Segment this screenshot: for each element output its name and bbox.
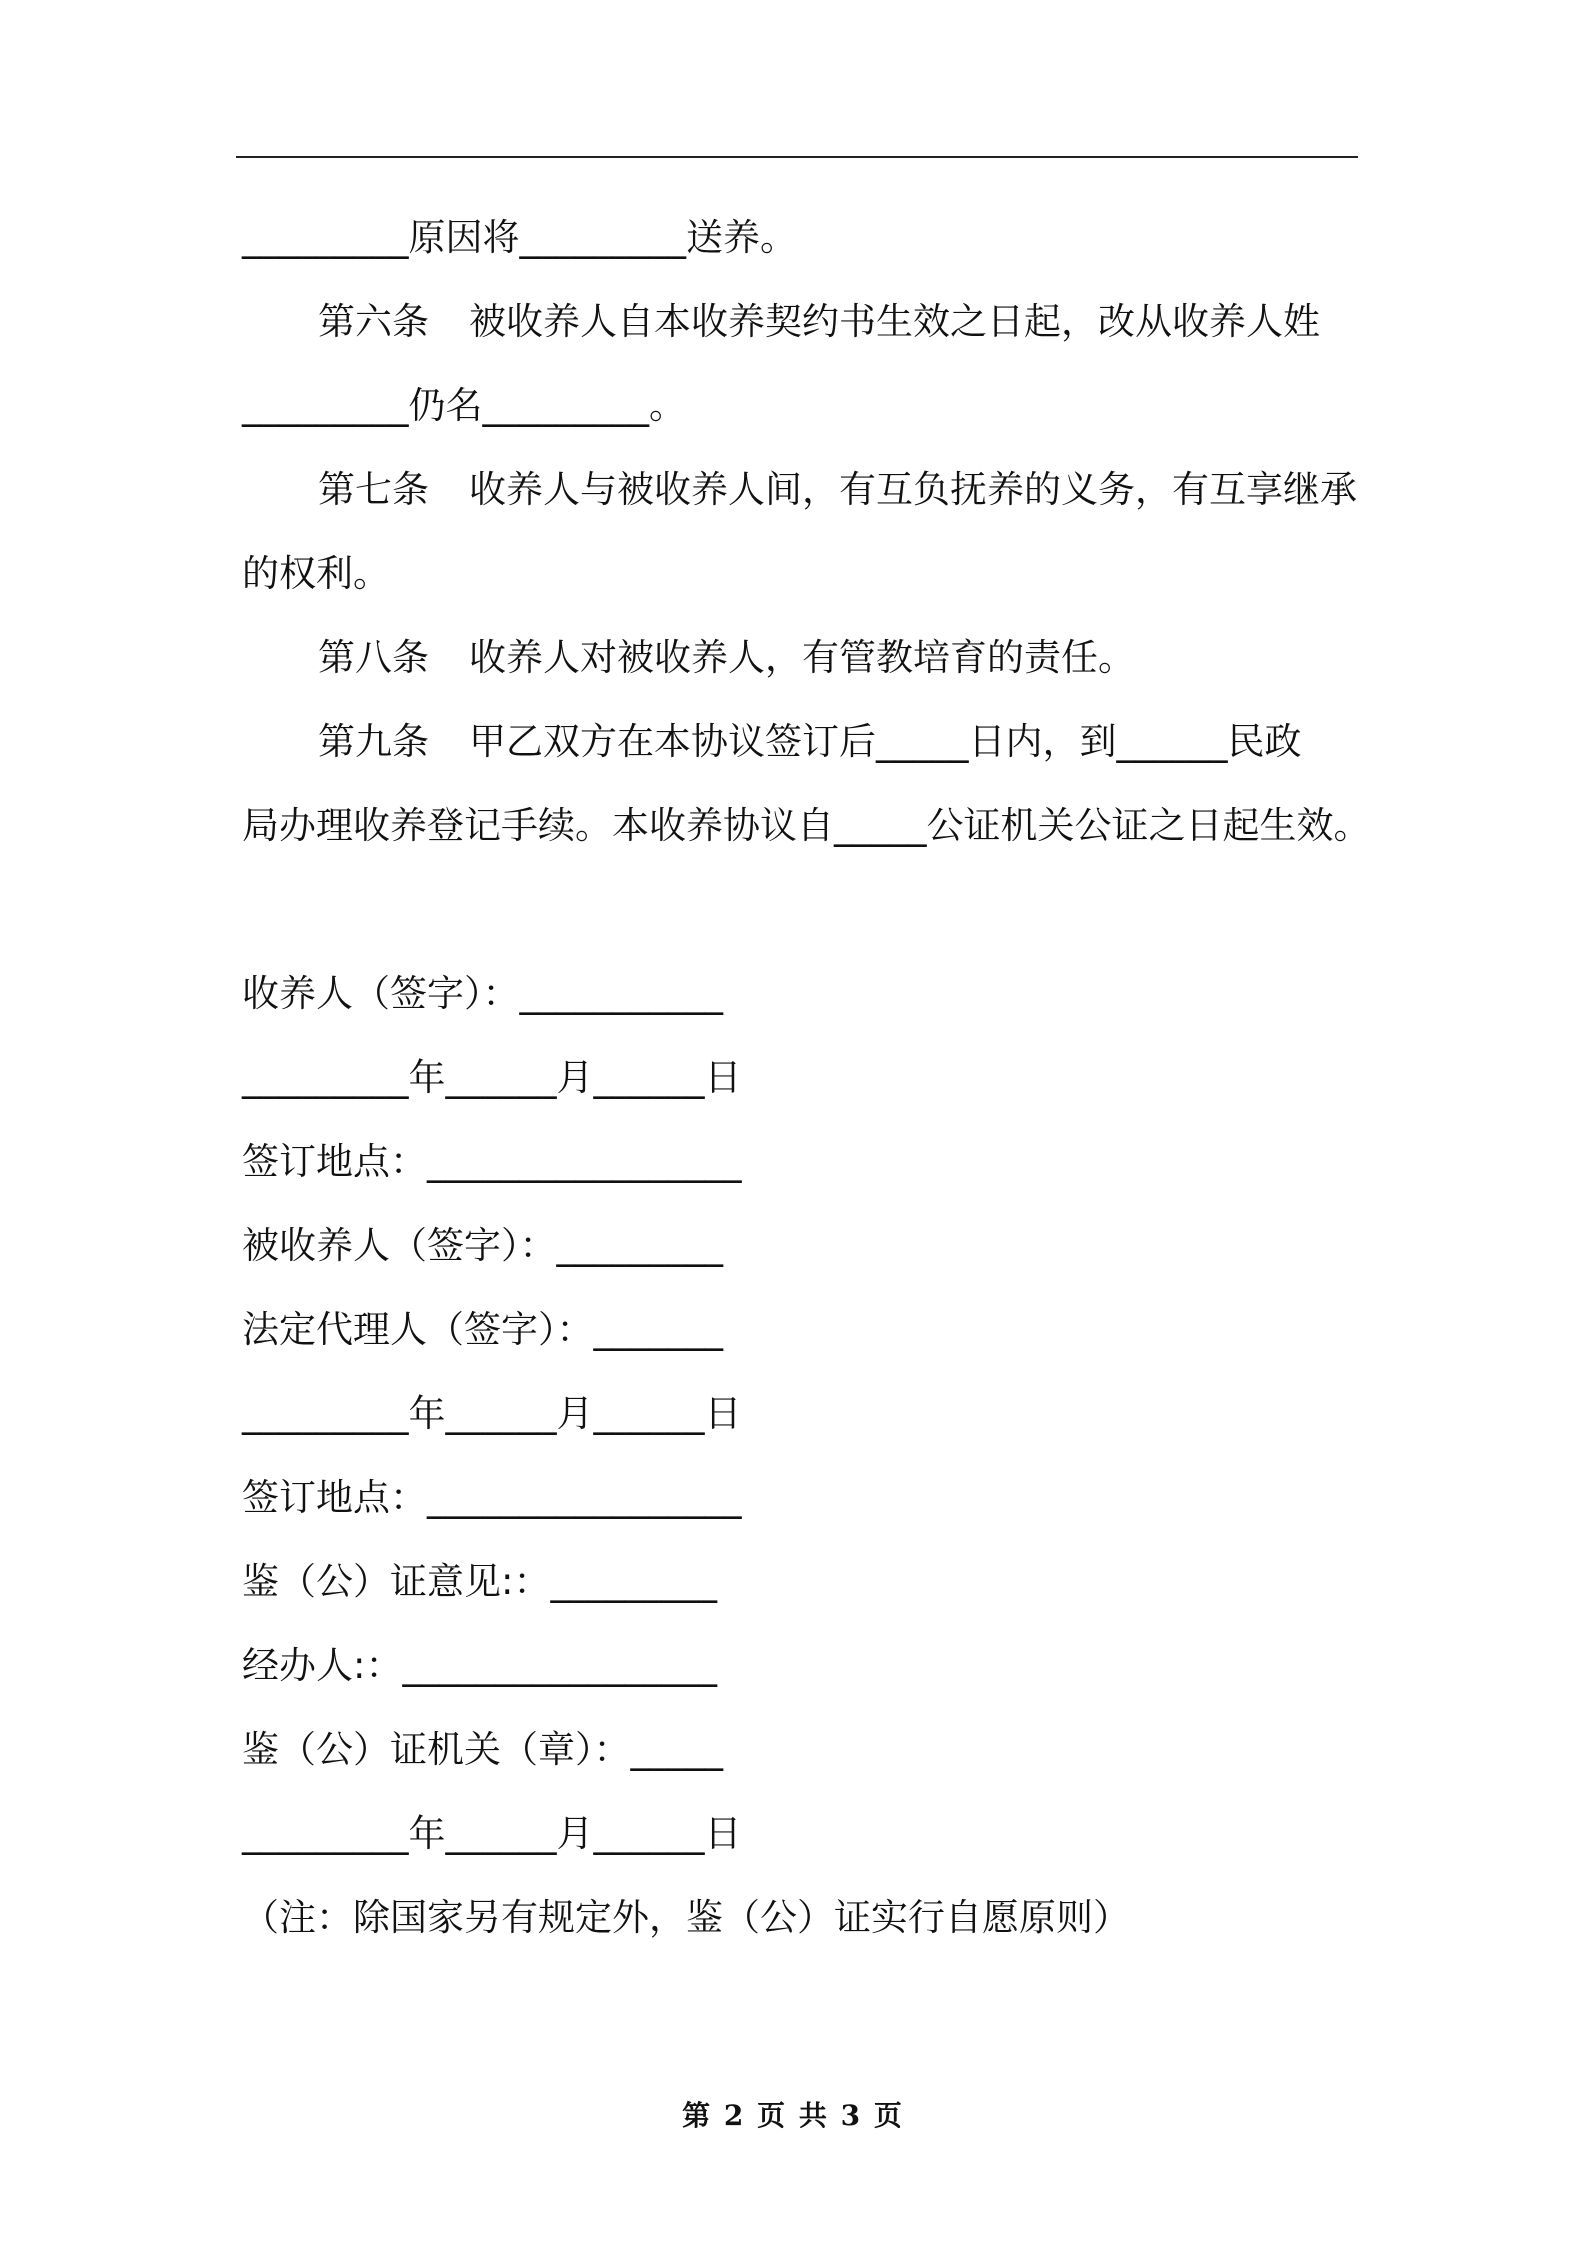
handler: 经办人:：_________________ [242, 1644, 717, 1687]
article-text: 被收养人自本收养契约书生效之日起，改从收养人姓 [469, 300, 1320, 343]
paragraph-line: _________原因将_________送养。 [242, 216, 797, 259]
article-8 [242, 616, 1372, 700]
signature-adopter: 收养人（签字）：___________ [242, 972, 723, 1015]
article-label: 第七条 [318, 468, 429, 511]
date-line: _________年______月______日 [242, 1392, 742, 1435]
note: （注：除国家另有规定外，鉴（公）证实行自愿原则） [242, 1896, 1130, 1939]
article-6-continuation: _________仍名_________。 [242, 384, 686, 427]
article-text: 收养人与被收养人间，有互负抚养的义务，有互享继承 [469, 468, 1357, 511]
article-7-continuation: 的权利。 [242, 552, 390, 595]
signing-place: 签订地点：_________________ [242, 1140, 742, 1183]
signing-place: 签订地点：_________________ [242, 1476, 742, 1519]
article-text: 收养人对被收养人，有管教培育的责任。 [469, 636, 1135, 679]
notary-opinion: 鉴（公）证意见:：_________ [242, 1560, 717, 1603]
article-label: 第六条 [318, 300, 429, 343]
date-line: _________年______月______日 [242, 1056, 742, 1099]
spacer [242, 868, 1372, 952]
article-7 [242, 448, 1372, 532]
document-body [242, 196, 1372, 1960]
signature-legal-representative: 法定代理人（签字）：_______ [242, 1308, 723, 1351]
article-text: 甲乙双方在本协议签订后_____日内，到______民政 [469, 720, 1302, 763]
article-label: 第九条 [318, 720, 429, 763]
article-9-continuation: 局办理收养登记手续。本收养协议自_____公证机关公证之日起生效。 [242, 804, 1371, 847]
date-line: _________年______月______日 [242, 1812, 742, 1855]
article-label: 第八条 [318, 636, 429, 679]
signature-adoptee: 被收养人（签字）：_________ [242, 1224, 723, 1267]
page-number: 第 2 页 共 3 页 [682, 2099, 904, 2132]
article-6 [242, 280, 1372, 364]
article-9 [242, 700, 1372, 784]
notary-authority-seal: 鉴（公）证机关（章）：_____ [242, 1728, 723, 1771]
header-rule [236, 156, 1358, 158]
